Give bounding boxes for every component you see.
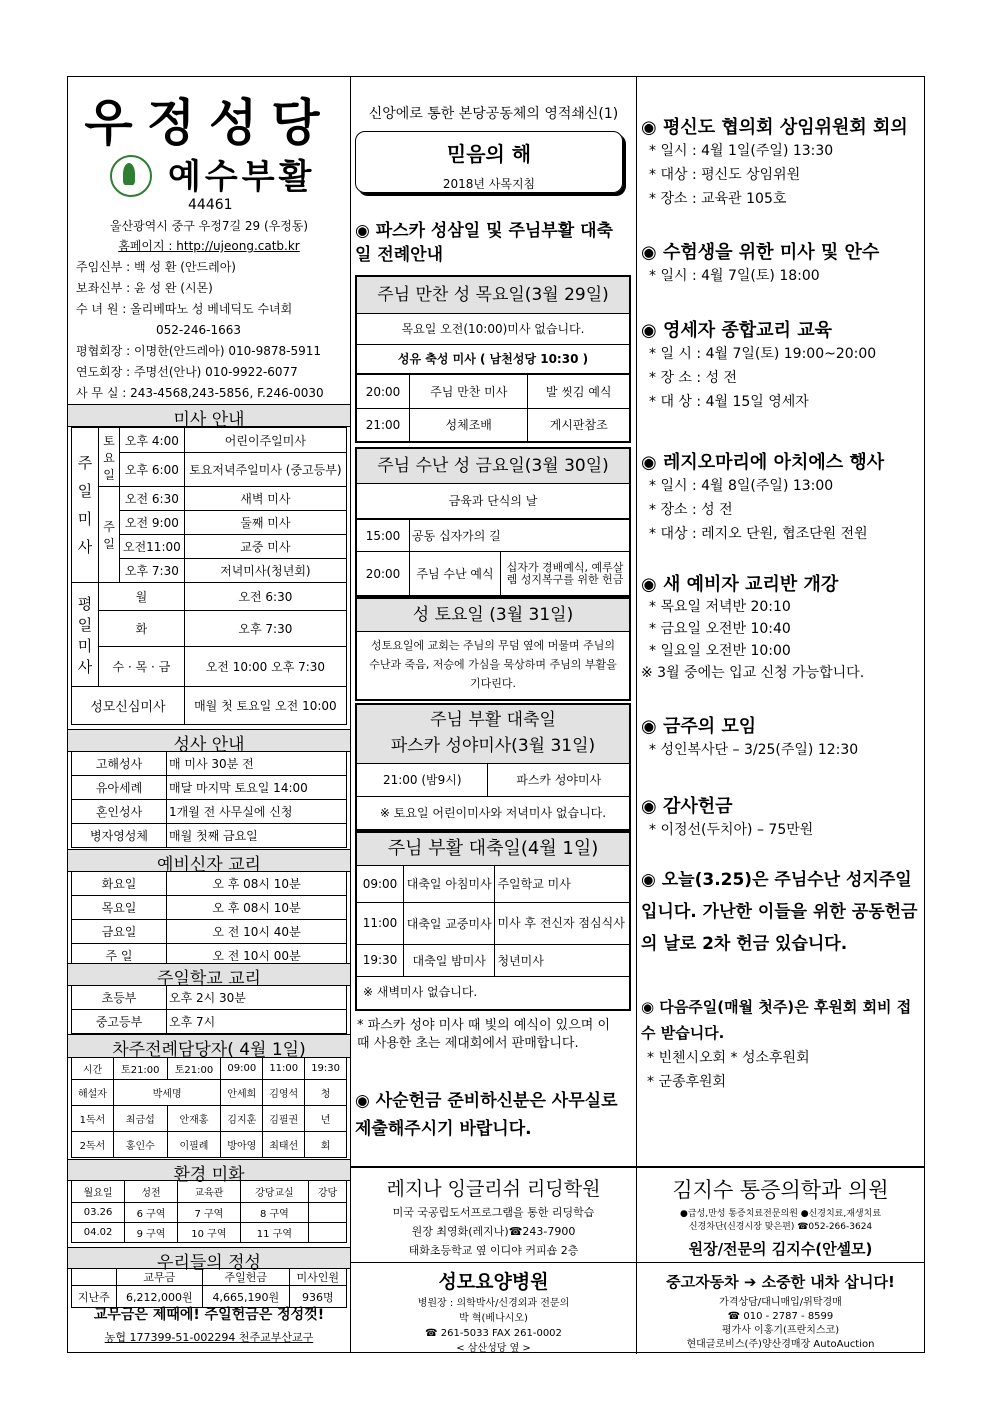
duty-table (71, 1057, 347, 1158)
notice-item: * 대 상 : 4월 15일 영세자 (649, 394, 809, 410)
label-cell: 화요일 (72, 872, 167, 896)
catechumen-table (71, 871, 347, 968)
vigil-table (357, 764, 629, 797)
head-cell: 09:00 (221, 1058, 263, 1080)
devotion-mass-label: 성모신심미사 (72, 687, 185, 725)
ad-line: 평가사 이홍기(프란치스코) (721, 1325, 840, 1336)
friday-table (357, 519, 629, 596)
clean-title: 환경 미화 (68, 1159, 350, 1181)
event-cell: 게시판참조 (528, 409, 629, 441)
easter-note: ※ 새벽미사 없습니다. (363, 984, 478, 999)
period-cell: 지난주 (72, 1286, 117, 1308)
name-cell: 홍인수 (113, 1132, 167, 1158)
name-cell: 청 (305, 1080, 347, 1106)
clean-table (71, 1180, 347, 1243)
notice-item: * 일시 : 4월 8일(주일) 13:00 (649, 478, 834, 494)
name-cell: 김영석 (263, 1080, 305, 1106)
label-cell: 주 일 (72, 944, 167, 968)
support-notice: ◉ 다음주일(매월 첫주)은 후원회 회비 접수 받습니다. (641, 998, 912, 1042)
name-cell: 김필권 (263, 1106, 305, 1132)
staff-line: 평협회장 : 이명한(안드레아) 010-9878-5911 (76, 344, 322, 358)
right-column (637, 77, 924, 1352)
event-cell: 성체조배 (410, 409, 528, 441)
ad-title: 중고자동차 ➔ 소중한 내차 삽니다! (666, 1273, 895, 1291)
friday-note: 금육과 단식의 날 (357, 484, 629, 519)
notice-item: * 일시 : 4월 7일(토) 18:00 (649, 268, 820, 284)
saturday-note: 성토요일에 교회는 주님의 무덤 옆에 머물며 주님의 수난과 죽음, 저승에 가심을 묵상하며 주님의 부활을 기다린다. (369, 639, 617, 690)
sundayschool-title: 주일학교 교리 (68, 963, 350, 986)
role-cell: 2독서 (72, 1132, 114, 1158)
time-cell: 19:30 (357, 944, 404, 976)
ad-clinic (637, 1168, 924, 1263)
time-cell: 오후 7:30 (120, 559, 185, 583)
event-cell: 청년미사 (495, 944, 629, 976)
date-cell: 03.26 (72, 1203, 125, 1223)
notice-title: ◉ 감사헌금 (641, 796, 733, 817)
notice-title: ◉ 레지오마리에 아치에스 행사 (641, 452, 885, 473)
name-cell: 박세명 (113, 1080, 220, 1106)
saturday-label: 토요일 (99, 428, 120, 487)
easter-table (357, 866, 629, 977)
ad-hospital (351, 1263, 637, 1354)
notice-section (641, 712, 921, 792)
count-cell: 936명 (289, 1286, 346, 1308)
head-cell: 주일헌금 (203, 1269, 290, 1286)
left-column (68, 77, 351, 1352)
name-cell: 년 (305, 1106, 347, 1132)
time-cell: 오전 6:30 (120, 487, 185, 511)
head-cell: 미사인원 (289, 1269, 346, 1286)
notice-item: ※ 3월 중에는 입교 신청 가능합니다. (641, 665, 865, 681)
duty-title: 차주전례담당자( 4월 1일) (68, 1034, 350, 1058)
event-cell: 주님 만찬 미사 (410, 375, 528, 409)
label-cell: 병자영성체 (72, 824, 167, 848)
zone-cell (308, 1223, 346, 1243)
vigil-note: ※ 토요일 어린이미사와 저녁미사 없습니다. (379, 805, 607, 820)
notice-title: ◉ 영세자 종합교리 교육 (641, 320, 832, 341)
address: 울산광역시 중구 우정7길 29 (우정동) (109, 219, 309, 233)
head-cell: 11:00 (263, 1058, 305, 1080)
center-column (351, 77, 637, 1352)
value-cell: 매월 첫째 금요일 (167, 824, 347, 848)
ad-line: 태화초등학교 옆 이디야 커피숍 2층 (408, 1244, 579, 1257)
year-subtitle: 2018년 사목지침 (442, 177, 536, 191)
notice-section (641, 448, 921, 570)
easter-title: 주님 부활 대축일(4월 1일) (357, 833, 629, 866)
notice-section (641, 792, 921, 864)
zone-cell (308, 1203, 346, 1223)
value-cell: 오 후 08시 10분 (167, 872, 347, 896)
time-cell: 오전 10:00 오후 7:30 (184, 647, 346, 687)
label-cell: 목요일 (72, 896, 167, 920)
value-cell: 매달 마지막 토요일 14:00 (167, 776, 347, 800)
vigil-subtitle: 파스카 성야미사(3월 31일) (390, 736, 596, 756)
friday-title: 주님 수난 성 금요일(3월 30일) (357, 449, 629, 484)
head-cell: 19:30 (305, 1058, 347, 1080)
parish-logo-icon (110, 155, 152, 197)
head-cell: 토21:00 (167, 1058, 221, 1080)
time-cell: 09:00 (357, 866, 404, 902)
head-cell: 시간 (72, 1058, 114, 1080)
value-cell: 오후 7시 (167, 1010, 347, 1034)
sunday-label: 주일 (99, 487, 120, 583)
weekday-mass-label: 평일미사 (72, 583, 99, 687)
amount-cell: 6,212,000원 (116, 1286, 203, 1308)
lent-offering-notice: ◉ 사순헌금 준비하신분은 사무실로 제출해주시기 바랍니다. (355, 1091, 618, 1139)
head-cell: 성전 (125, 1181, 178, 1203)
head-cell: 월요일 (72, 1181, 125, 1203)
value-cell: 1개월 전 사무실에 신청 (167, 800, 347, 824)
catechumen-title: 예비신자 교리 (68, 849, 350, 872)
time-cell: 20:00 (357, 375, 410, 409)
time-cell: 11:00 (357, 902, 404, 944)
mass-table (71, 427, 347, 725)
mass-name-cell: 새벽 미사 (184, 487, 346, 511)
label-cell: 유아세례 (72, 776, 167, 800)
thursday-title: 주님 만찬 성 목요일(3월 29일) (357, 277, 629, 314)
name-cell: 최태선 (263, 1132, 305, 1158)
support-item: * 군종후원회 (647, 1074, 727, 1090)
name-cell: 방아영 (221, 1132, 263, 1158)
staff-line: 보좌신부 : 윤 성 완 (시몬) (76, 281, 213, 295)
event-cell: 대축일 밤미사 (404, 944, 495, 976)
staff-list (76, 257, 324, 404)
zone-cell: 8 구역 (240, 1203, 308, 1223)
event-cell: 공동 십자가의 길 (410, 520, 630, 552)
head-cell (72, 1269, 117, 1286)
notice-section (641, 316, 921, 448)
chrism-mass: 성유 축성 미사 ( 남천성당 10:30 ) (357, 345, 629, 374)
event-cell: 파스카 성야미사 (488, 764, 629, 796)
head-cell: 토21:00 (113, 1058, 167, 1080)
mass-title: 미사 안내 (68, 404, 350, 427)
event-cell: 발 씻김 예식 (528, 375, 629, 409)
notice-item: * 일요일 오전반 10:00 (649, 643, 791, 659)
ad-line: 미국 국공립도서프로그램을 통한 리딩학습 (392, 1206, 595, 1219)
event-cell: 십자가 경배예식, 예루살렘 성지복구를 위한 헌금 (501, 552, 630, 596)
postcode: 44461 (188, 197, 233, 213)
friday-box (355, 447, 631, 597)
label-cell: 혼인성사 (72, 800, 167, 824)
ad-line: ☎ 261-5033 FAX 261-0002 (425, 1328, 562, 1339)
candle-note: * 파스카 성야 미사 때 빛의 예식이 있으며 이 때 사용한 초는 제대회에서 판매합니다. (357, 1018, 611, 1051)
time-cell: 20:00 (357, 552, 410, 596)
day-cell: 수 · 목 · 금 (99, 647, 185, 687)
notice-item: * 장소 : 교육관 105호 (649, 191, 787, 207)
zone-cell: 9 구역 (125, 1223, 178, 1243)
value-cell: 오 전 10시 00분 (167, 944, 347, 968)
head-cell: 교무금 (116, 1269, 203, 1286)
notice-section (641, 238, 921, 316)
ad-line: ●급성,만성 통증치료전문의원 ●신경치료,재생치료 (679, 1209, 882, 1219)
sacrament-title: 성사 안내 (68, 729, 350, 752)
staff-line: 052-246-1663 (156, 323, 242, 337)
label-cell: 초등부 (72, 986, 167, 1010)
ad-line: 병원장 : 의학박사/신경외과 전문의 (417, 1298, 570, 1309)
bulletin-frame (67, 76, 925, 1353)
parish-title: 우정성당 (84, 94, 334, 152)
ad-line: ☎ 010 - 2787 - 8599 (727, 1311, 834, 1322)
easter-notice-heading: ◉ 파스카 성삼일 및 주님부활 대축일 전례안내 (355, 221, 613, 265)
sundayschool-table (71, 985, 347, 1034)
notice-item: * 목요일 저녁반 20:10 (649, 599, 791, 615)
ad-title: 성모요양병원 (438, 1271, 549, 1293)
role-cell: 해설자 (72, 1080, 114, 1106)
pastoral-heading: 신앙에로 통한 본당공동체의 영적쇄신(1) (368, 106, 619, 122)
value-cell: 오후 2시 30분 (167, 986, 347, 1010)
thursday-note: 목요일 오전(10:00)미사 없습니다. (357, 314, 629, 345)
value-cell: 오 후 08시 10분 (167, 896, 347, 920)
ad-line: 가격상담/대니매입/위탁경매 (719, 1297, 842, 1308)
ad-subtitle: 원장/전문의 김지수(안셀모) (688, 1240, 873, 1258)
name-cell: 최금섭 (113, 1106, 167, 1132)
staff-line: 사 무 실 : 243-4568,243-5856, F.246-0030 (76, 386, 324, 400)
value-cell: 오 전 10시 40분 (167, 920, 347, 944)
zone-cell: 10 구역 (177, 1223, 240, 1243)
zone-cell: 7 구역 (177, 1203, 240, 1223)
amount-cell: 4,665,190원 (203, 1286, 290, 1308)
notice-item: * 장소 : 성 전 (649, 502, 733, 518)
homepage-link[interactable]: 홈페이지 : http://ujeong.catb.kr (118, 239, 300, 253)
offering-title: 우리들의 정성 (68, 1247, 350, 1269)
mass-name-cell: 둘째 미사 (184, 511, 346, 535)
notice-item: * 일시 : 4월 1일(주일) 13:30 (649, 143, 834, 159)
time-cell: 21:00 (357, 409, 410, 441)
event-cell: 대축일 아침미사 (404, 866, 495, 902)
zone-cell: 11 구역 (240, 1223, 308, 1243)
palm-sunday-notice: ◉ 오늘(3.25)은 주님수난 성지주일입니다. 가난한 이들을 위한 공동헌금의 날로 2차 헌금 있습니다. (641, 870, 918, 954)
name-cell: 이필례 (167, 1132, 221, 1158)
label-cell: 중고등부 (72, 1010, 167, 1034)
time-cell: 오전 9:00 (120, 511, 185, 535)
ad-title: 김지수 통증의학과 의원 (672, 1178, 889, 1202)
vigil-box (355, 703, 631, 831)
zone-cell: 6 구역 (125, 1203, 178, 1223)
head-cell: 교육관 (177, 1181, 240, 1203)
label-cell: 금요일 (72, 920, 167, 944)
ad-line: 현대글로비스(주)양산경매장 AutoAuction (686, 1339, 875, 1350)
sacrament-table (71, 751, 347, 848)
notice-item: * 대상 : 평신도 상임위원 (649, 167, 801, 183)
event-cell: 주일학교 미사 (495, 866, 629, 902)
notice-item: * 이정선(두치아) – 75만원 (649, 822, 814, 838)
event-cell: 주님 수난 예식 (410, 552, 501, 596)
notice-section (641, 570, 921, 712)
saturday-box (355, 597, 631, 701)
event-cell: 미사 후 전신자 점심식사 (495, 902, 629, 944)
time-cell: 오후 6:00 (120, 453, 185, 487)
date-cell: 04.02 (72, 1223, 125, 1243)
time-cell: 오전 6:30 (184, 583, 346, 611)
year-box (355, 131, 623, 193)
event-cell: 대축일 교중미사 (404, 902, 495, 944)
staff-line: 연도회장 : 주명선(안나) 010-9922-6077 (76, 365, 298, 379)
thursday-box (355, 275, 631, 443)
name-cell: 안재홍 (167, 1106, 221, 1132)
ads-area (351, 1166, 924, 1354)
mass-name-cell: 교중 미사 (184, 535, 346, 559)
ad-line: 원장 최영화(레지나)☎243-7900 (411, 1225, 576, 1238)
mass-name-cell: 어린이주일미사 (184, 428, 346, 453)
vigil-title: 주님 부활 대축일 (430, 710, 556, 730)
notice-title: ◉ 평신도 협의회 상임위원회 회의 (641, 117, 908, 138)
name-cell: 회 (305, 1132, 347, 1158)
notice-item: * 일 시 : 4월 7일(토) 19:00~20:00 (649, 346, 877, 362)
role-cell: 1독서 (72, 1106, 114, 1132)
name-cell: 안세희 (221, 1080, 263, 1106)
ad-title: 레지나 잉글리쉬 리딩학원 (386, 1178, 601, 1200)
notice-title: ◉ 새 예비자 교리반 개강 (641, 574, 839, 595)
head-cell: 강당 (308, 1181, 346, 1203)
notice-item: * 장 소 : 성 전 (649, 370, 738, 386)
name-cell: 김지훈 (221, 1106, 263, 1132)
head-cell: 강당교실 (240, 1181, 308, 1203)
offering-table (71, 1268, 347, 1308)
value-cell: 매 미사 30분 전 (167, 752, 347, 776)
notice-item: * 대상 : 레지오 단원, 협조단원 전원 (649, 526, 868, 542)
ad-line: 박 혁(베나시오) (459, 1313, 528, 1324)
staff-line: 수 녀 원 : 올리베따노 성 베네딕도 수녀회 (76, 302, 293, 316)
easter-box (355, 831, 631, 1011)
time-cell: 15:00 (357, 520, 410, 552)
time-cell: 21:00 (밤9시) (357, 764, 488, 796)
devotion-mass-time: 매월 첫 토요일 오전 10:00 (184, 687, 346, 725)
notice-title: ◉ 수험생을 위한 미사 및 안수 (641, 242, 880, 263)
support-item: * 빈첸시오회 * 성소후원회 (647, 1050, 810, 1066)
label-cell: 고해성사 (72, 752, 167, 776)
vigil-header (357, 705, 629, 764)
mass-name-cell: 저녁미사(청년회) (184, 559, 346, 583)
notice-item: * 금요일 오전반 10:40 (649, 621, 791, 637)
bank-account: 농협 177399-51-002294 천주교부산교구 (104, 1331, 314, 1344)
year-title: 믿음의 해 (446, 142, 532, 166)
staff-line: 주임신부 : 백 성 환 (안드레아) (76, 260, 236, 274)
ad-academy (351, 1168, 637, 1263)
time-cell: 오후 4:00 (120, 428, 185, 453)
notice-item: * 성인복사단 – 3/25(주일) 12:30 (649, 742, 859, 758)
time-cell: 오전11:00 (120, 535, 185, 559)
sunday-mass-label: 주일미사 (72, 428, 99, 583)
ad-line: < 삼산성당 옆 > (456, 1343, 531, 1354)
subtitle: 예수부활 (168, 157, 316, 197)
day-cell: 월 (99, 583, 185, 611)
mass-name-cell: 토요저녁주일미사 (중고등부) (184, 453, 346, 487)
notice-title: ◉ 금주의 모임 (641, 716, 757, 737)
ad-cars (637, 1263, 924, 1354)
time-cell: 오후 7:30 (184, 611, 346, 647)
notice-section (641, 113, 921, 238)
offering-motto: 교무금은 제때에! 주일헌금은 정성껏! (93, 1307, 325, 1323)
ad-line: 신경차단(신경시장 맞은편) ☎052-266-3624 (688, 1222, 873, 1232)
notices (641, 113, 921, 1094)
thursday-table (357, 374, 629, 441)
day-cell: 화 (99, 611, 185, 647)
saturday-title: 성 토요일 (3월 31일) (357, 599, 629, 632)
